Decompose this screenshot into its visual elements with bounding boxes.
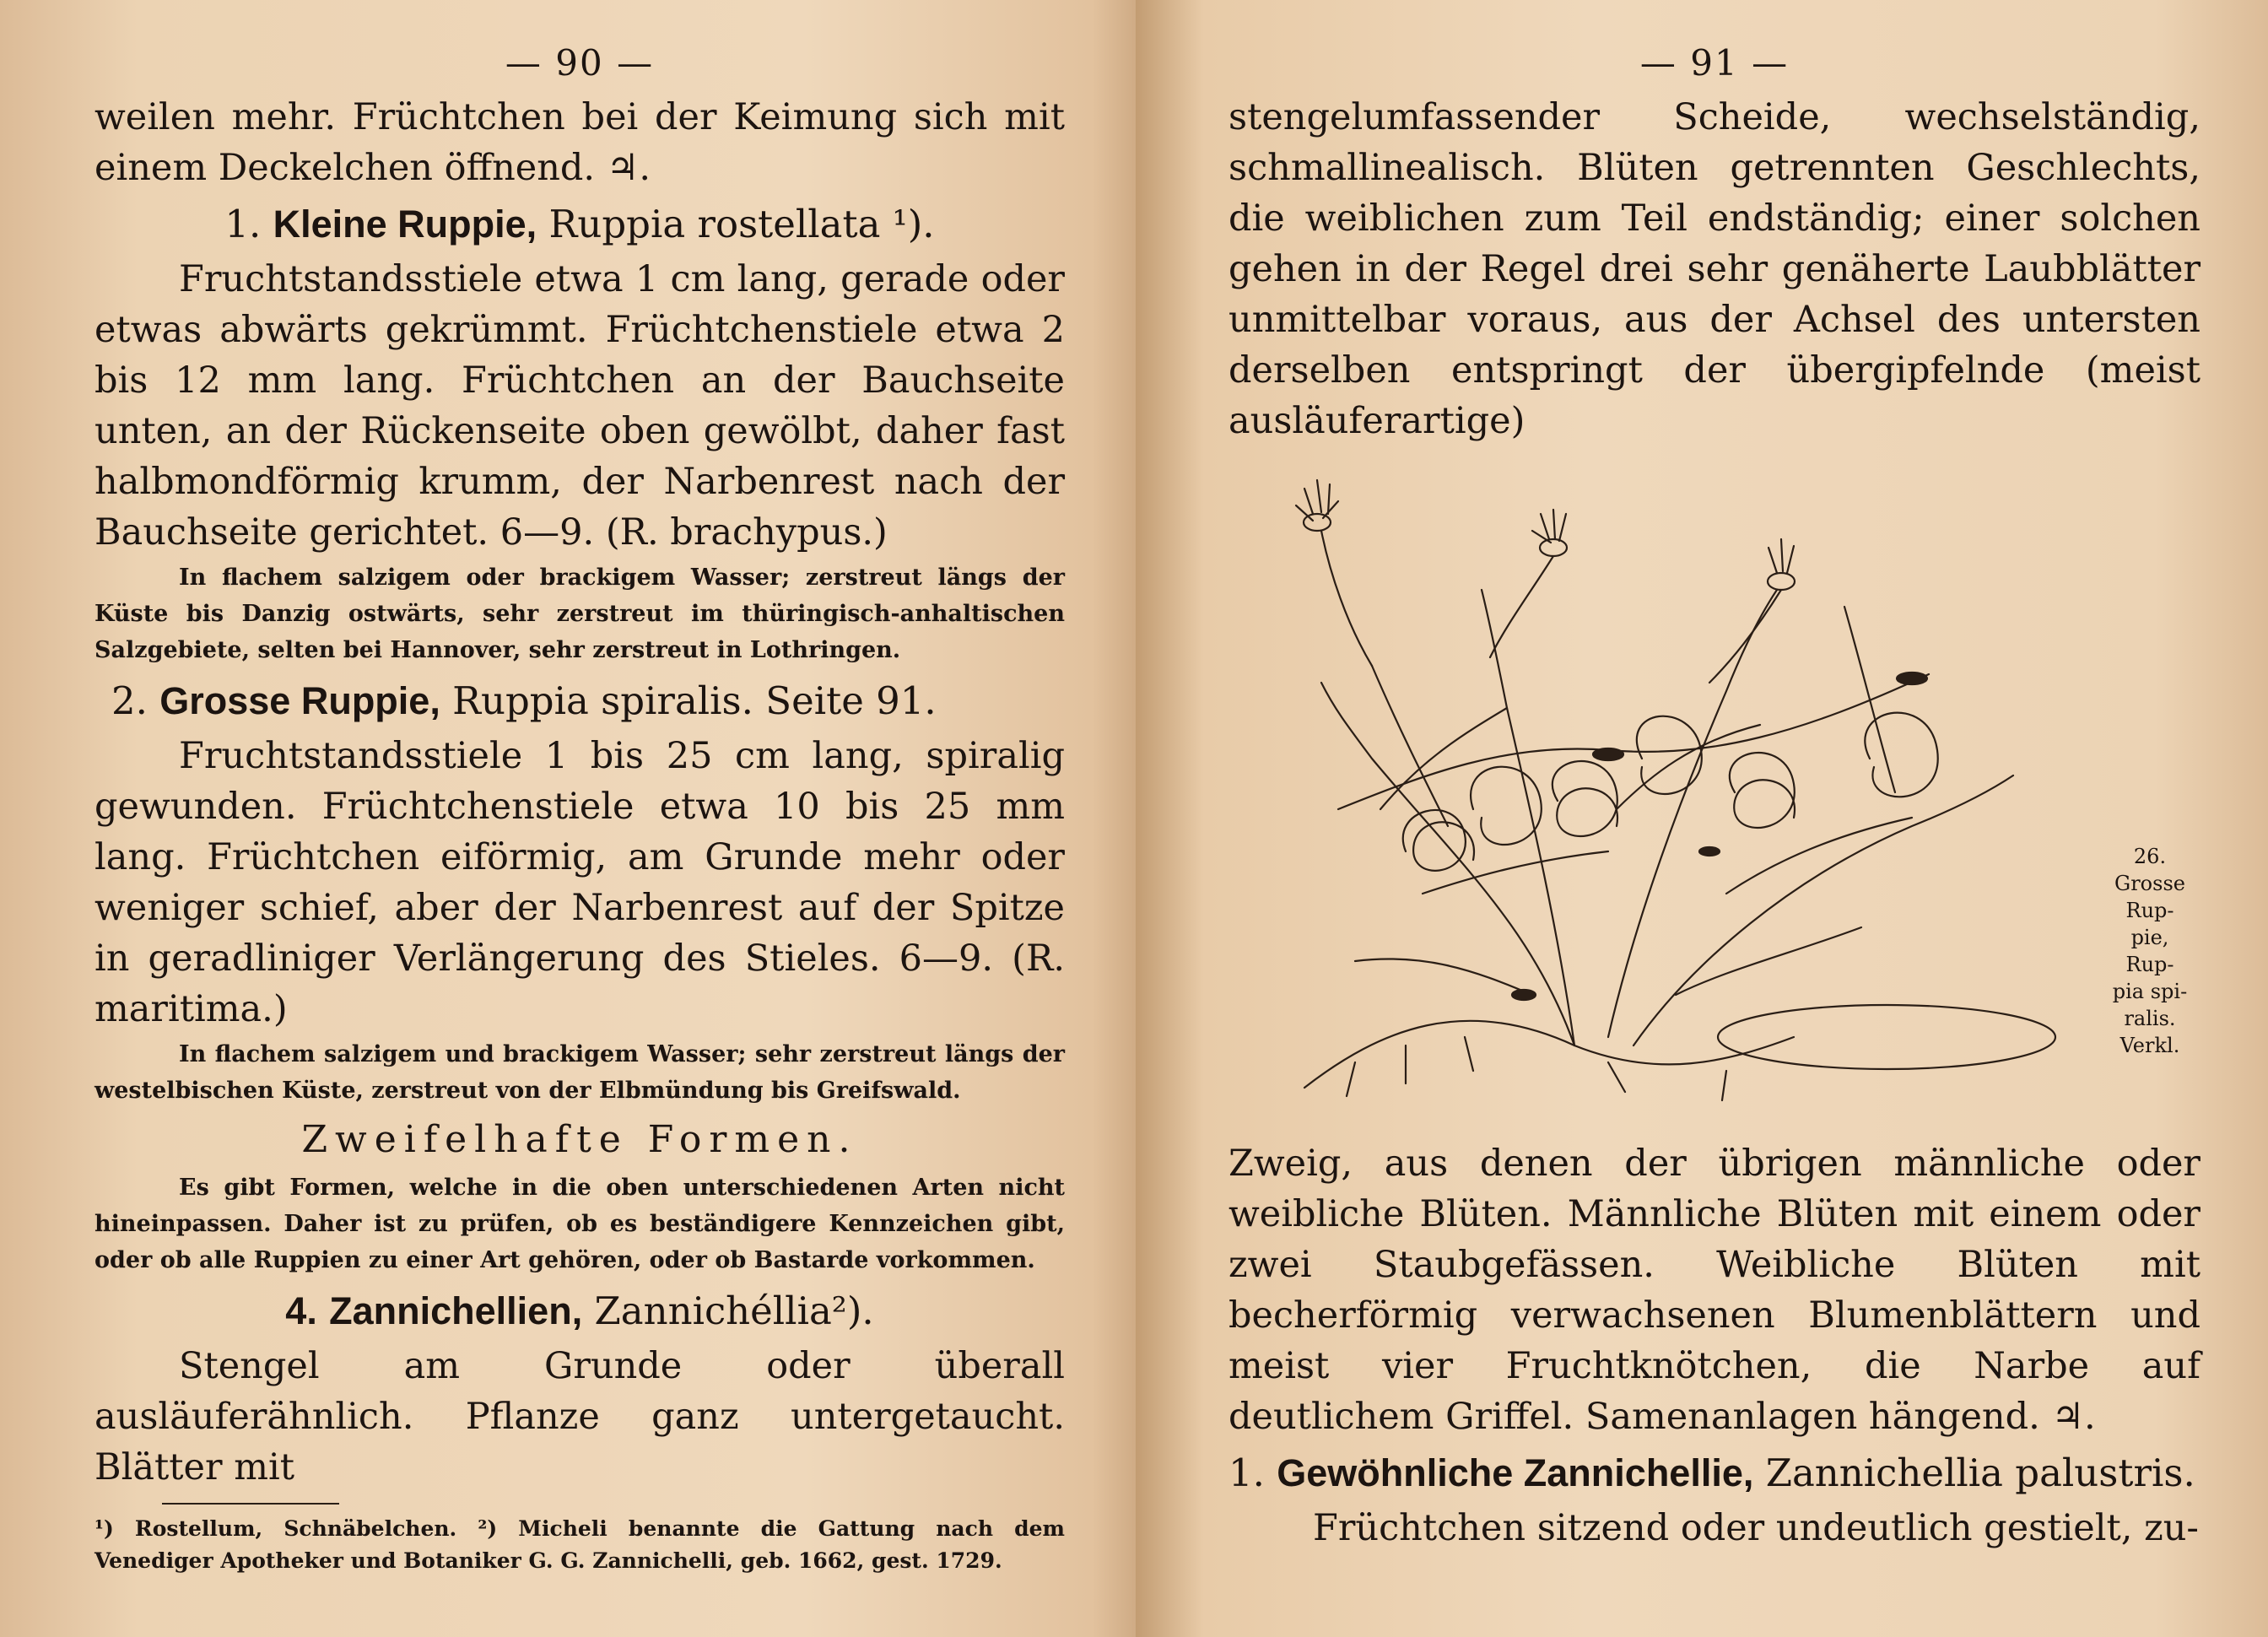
species-name-la: Ruppia rostellata ¹). bbox=[548, 202, 935, 246]
doubtful-text: Es gibt Formen, welche in die oben unterschiedenen Arten nicht hineinpassen. Daher ist zu prüfen, ob es beständigere Kennzeichen gibt, oder ob alle Ruppien zu einer Art gehören, oder ob Bastarde vorkommen. bbox=[94, 1175, 1065, 1273]
genus-name-de: Zannichellien, bbox=[329, 1289, 583, 1332]
continued-text-2: Zweig, aus denen der übrigen männliche oder weibliche Blüten. Männliche Blüten mit einem oder zwei Staubgefässen. Weibliche Blüten mit becherförmig verwachsenen Blumenblättern und meist vier Fruchtknötchen, die Narbe auf deutlichem Griffel. Samenanlagen hängend. ♃. bbox=[1228, 1143, 2200, 1438]
intro-text: weilen mehr. Früchtchen bei der Keimung sich mit einem Deckelchen öffnend. ♃. bbox=[94, 96, 1065, 189]
species-name-la: Zannichellia palustris. bbox=[1765, 1451, 2195, 1495]
genus-name-la: Zannichéllia²). bbox=[594, 1289, 874, 1333]
species-name-de: Grosse Ruppie, bbox=[159, 679, 440, 722]
species-description: Fruchtstandsstiele etwa 1 cm lang, gerade oder etwas abwärts gekrümmt. Früchtchenstiele etwa 2 bis 12 mm lang. Früchtchen an der Bauchseite unten, an der Rückenseite oben gewölbt, daher fast halbmondförmig krumm, der Narbenrest nach der Bauchseite gerichtet. 6—9. (R. brachypus.) bbox=[94, 258, 1065, 554]
species-description: Fruchtstandsstiele 1 bis 25 cm lang, spiralig gewunden. Früchtchenstiele etwa 10 bis 25 mm lang. Früchtchen eiförmig, am Grunde mehr oder weniger schief, aber der Narbenrest auf der Spitze in geradliniger Verlängerung des Stieles. 6—9. (R. maritima.) bbox=[94, 735, 1065, 1030]
species-name-la: Ruppia spiralis. Seite 91. bbox=[452, 678, 937, 723]
continued-text: stengelumfassender Scheide, wechselständig, schmallinealisch. Blüten getrennten Geschlechts, die weiblichen zum Teil endständig; einer solchen gehen in der Regel drei sehr genäherte Laubblätter unmittelbar voraus, aus der Achsel des untersten derselben entspringt der übergipfelnde (meist ausläuferartige) bbox=[1228, 96, 2200, 442]
species-name-de: Gewöhnliche Zannichellie, bbox=[1277, 1451, 1754, 1494]
page-number-right: — 91 — bbox=[1639, 42, 1790, 84]
species-heading-gewoehnliche-zannichellie: 1. Gewöhnliche Zannichellie, Zannichellia palustris. bbox=[1228, 1451, 2195, 1495]
plant-illustration bbox=[1254, 455, 2106, 1121]
page-number-left: — 90 — bbox=[505, 42, 655, 84]
figure-caption: 26. Grosse Rup- pie, Rup- pia spi- ralis. Verkl. bbox=[2112, 845, 2188, 1057]
species-habitat: In flachem salzigem und brackigem Wasser; sehr zerstreut längs der westelbischen Küste, zerstreut von der Elbmündung bis Greifswald. bbox=[94, 1041, 1065, 1104]
right-page bbox=[1136, 0, 2268, 1637]
species-description: Früchtchen sitzend oder undeutlich gestielt, zu- bbox=[1313, 1507, 2199, 1549]
section-heading-doubtful: Zweifelhafte Formen. bbox=[301, 1118, 858, 1161]
footnote-rule bbox=[162, 1503, 339, 1505]
species-name-de: Kleine Ruppie, bbox=[273, 203, 537, 246]
figure-ruppia-spiralis bbox=[1228, 455, 2200, 1121]
species-heading-kleine-ruppie: 1. Kleine Ruppie, Ruppia rostellata ¹). bbox=[224, 202, 935, 246]
genus-heading-zannichellien: 4. Zannichellien, Zannichéllia²). bbox=[285, 1289, 874, 1333]
footnotes: ¹) Rostellum, Schnäbelchen. ²) Micheli benannte die Gattung nach dem Venediger Apotheker und Botaniker G. G. Zannichelli, geb. 1662, gest. 1729. bbox=[94, 1516, 1065, 1573]
genus-description: Stengel am Grunde oder überall ausläuferähnlich. Pflanze ganz untergetaucht. Blätter mit bbox=[94, 1345, 1065, 1488]
species-heading-grosse-ruppie: 2. Grosse Ruppie, Ruppia spiralis. Seite 91. bbox=[111, 678, 937, 723]
species-habitat: In flachem salzigem oder brackigem Wasser; zerstreut längs der Küste bis Danzig ostwärts, sehr zerstreut im thüringisch-anhaltischen Salzgebiete, selten bei Hannover, sehr zerstreut in Lothringen. bbox=[94, 565, 1065, 663]
